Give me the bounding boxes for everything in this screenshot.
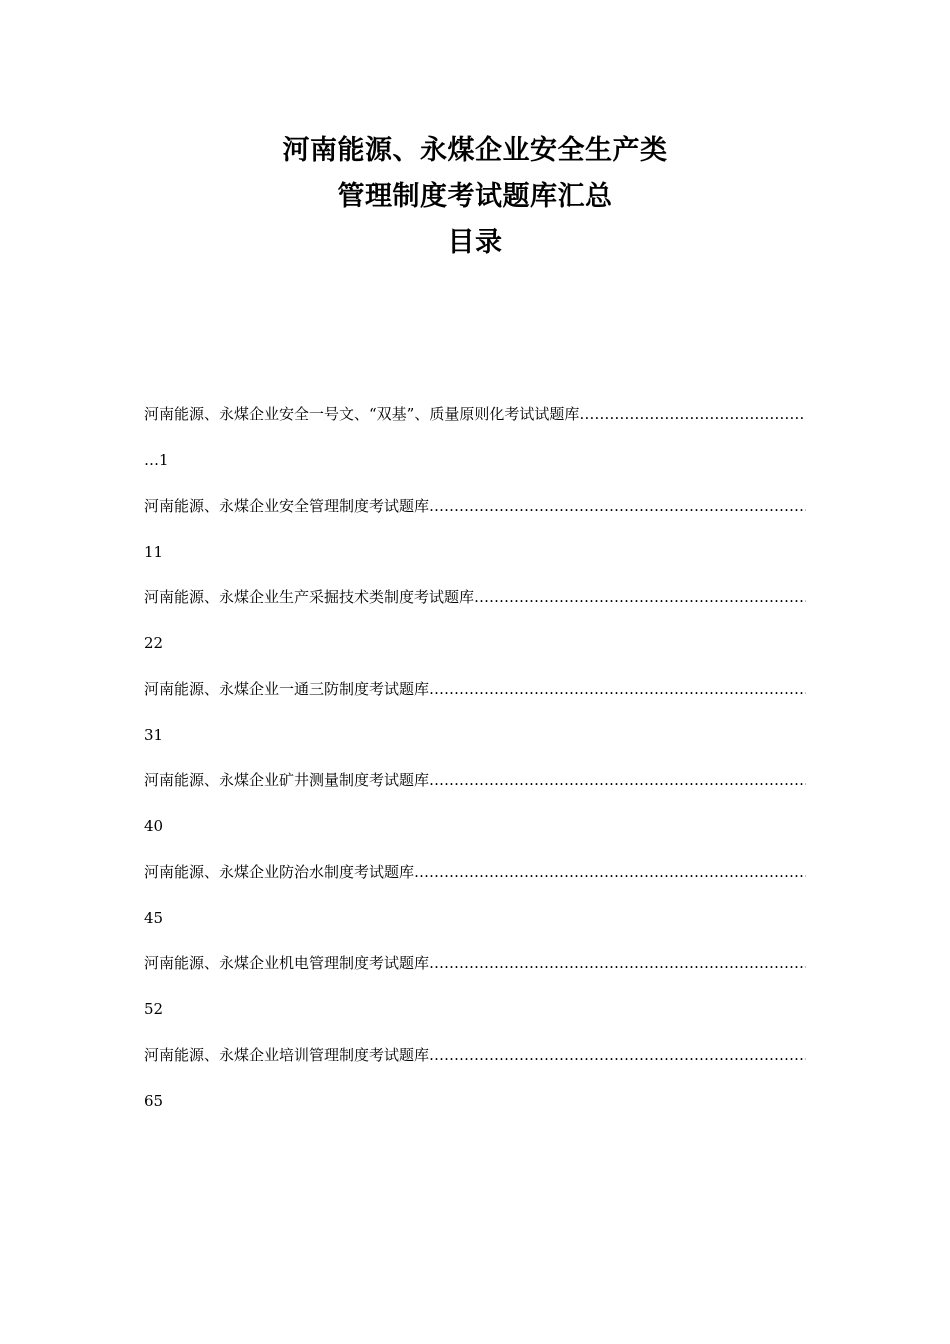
document-title [0, 128, 950, 266]
toc-entry-title: 河南能源、永煤企业矿井测量制度考试题库 [144, 771, 430, 789]
toc-page-number: …1 [144, 451, 169, 469]
toc-line [144, 400, 806, 428]
toc-entry[interactable] [144, 583, 806, 675]
toc-entry-title: 河南能源、永煤企业培训管理制度考试题库 [144, 1045, 430, 1064]
toc-entry[interactable] [144, 858, 806, 950]
toc-dot-leader [429, 949, 806, 977]
toc-entry-title: 河南能源、永煤企业一通三防制度考试题库 [144, 679, 430, 698]
toc-page-number: 65 [144, 1091, 164, 1110]
toc-heading: 目录 [447, 227, 503, 258]
toc-entry-title: 河南能源、永煤企业生产采掘技术类制度考试题库 [144, 588, 475, 606]
title-line-1: 河南能源、永煤企业安全生产类 [282, 135, 668, 166]
toc-page-number: 22 [144, 634, 164, 652]
toc-page-number: 52 [144, 1000, 164, 1018]
toc-entry[interactable] [144, 766, 806, 858]
toc-line [144, 766, 806, 794]
toc-entry-title: 河南能源、永煤企业安全管理制度考试题库 [144, 496, 430, 515]
toc-line [144, 1041, 806, 1069]
toc-page-number: 45 [144, 908, 164, 927]
toc-line [144, 492, 806, 520]
toc-page-number: 31 [144, 725, 164, 744]
toc-dot-leader [579, 400, 806, 428]
title-line-2: 管理制度考试题库汇总 [337, 181, 613, 212]
toc-dot-leader [429, 675, 806, 703]
toc-dot-leader [429, 1041, 806, 1069]
toc-entry[interactable] [144, 400, 806, 492]
toc-entry-title: 河南能源、永煤企业机电管理制度考试题库 [144, 954, 430, 972]
toc-page-number: 11 [144, 542, 164, 561]
toc-line [144, 858, 806, 886]
table-of-contents [144, 400, 806, 1132]
toc-page-number: 40 [144, 817, 164, 835]
toc-entry-title: 河南能源、永煤企业防治水制度考试题库 [144, 862, 415, 881]
toc-entry[interactable] [144, 675, 806, 767]
toc-entry[interactable] [144, 492, 806, 584]
toc-entry[interactable] [144, 1041, 806, 1133]
toc-entry[interactable] [144, 949, 806, 1041]
toc-line [144, 583, 806, 611]
toc-line [144, 675, 806, 703]
toc-dot-leader [414, 858, 806, 886]
toc-entry-title: 河南能源、永煤企业安全一号文、“双基”、质量原则化考试试题库 [144, 405, 580, 423]
toc-dot-leader [429, 492, 806, 520]
toc-line [144, 949, 806, 977]
toc-dot-leader [474, 583, 806, 611]
toc-dot-leader [429, 766, 806, 794]
